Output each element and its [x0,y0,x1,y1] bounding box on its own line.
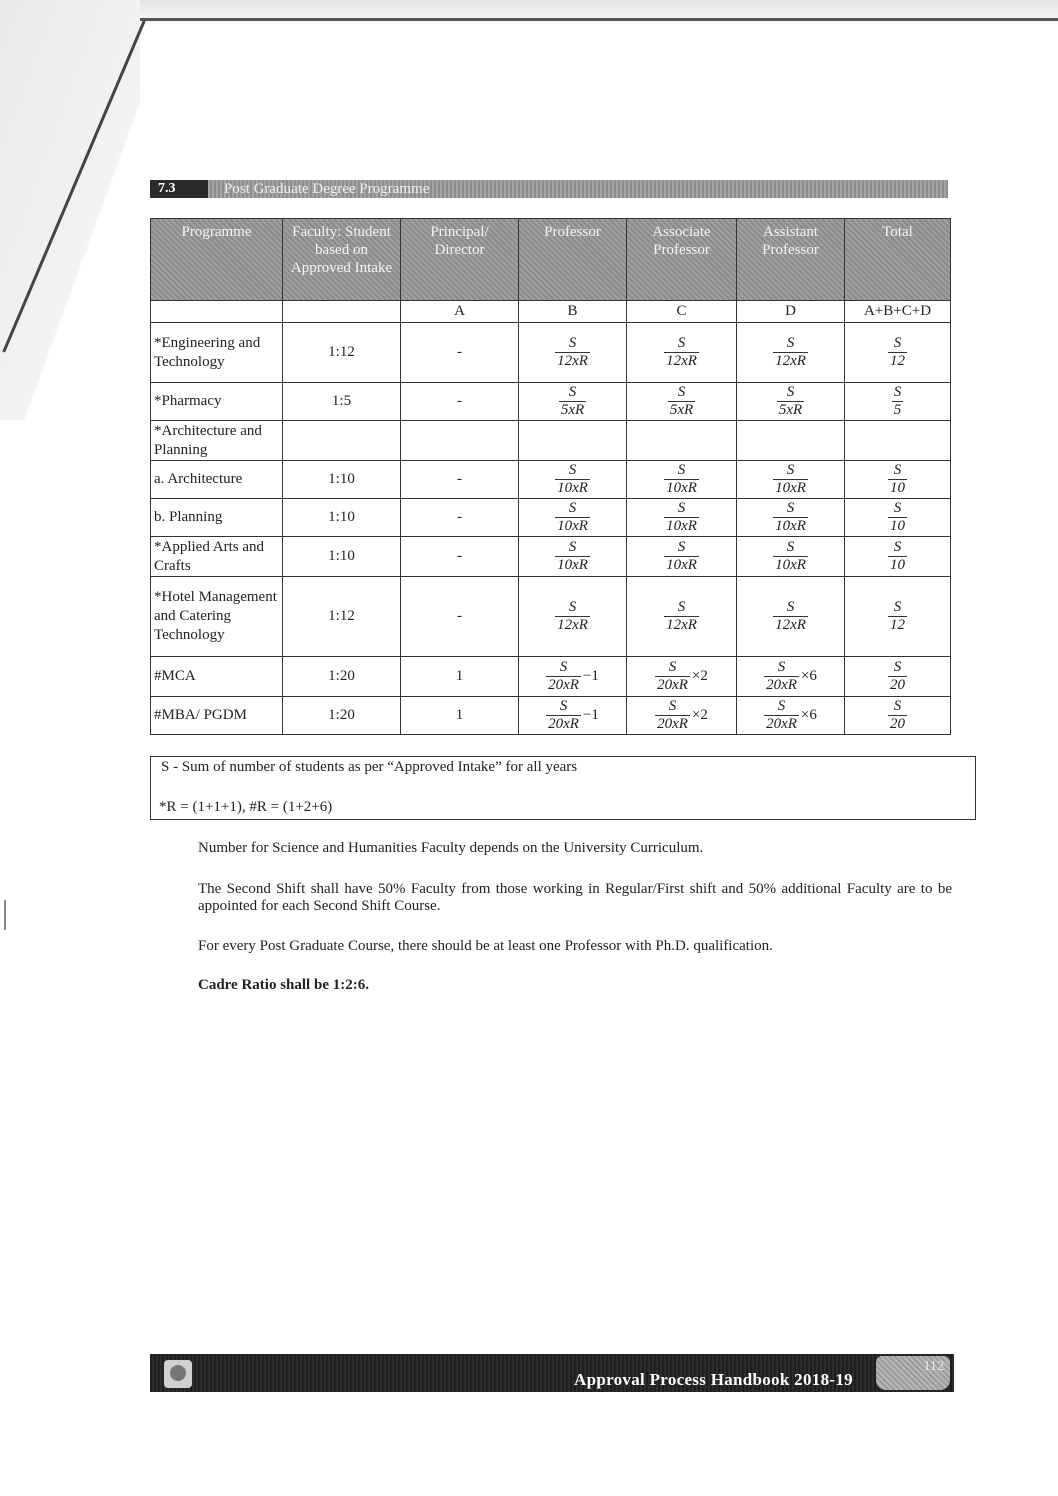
assoc-cell [627,499,737,537]
fraction [655,659,690,694]
programme-cell: *Pharmacy [151,383,283,421]
fraction-operator: −1 [582,668,599,684]
fraction-numerator: S [677,384,686,400]
fraction-denominator: 10xR [775,518,806,534]
fraction-denominator: 10xR [775,557,806,573]
fraction-denominator: 10 [890,557,905,573]
fraction-numerator: S [559,698,568,714]
header-row [151,219,951,301]
asst-cell [737,537,845,577]
fraction [888,462,907,497]
fraction-denominator: 10 [890,518,905,534]
header-associate: Associate Professor [627,219,737,301]
fraction-operator: ×2 [691,668,708,684]
fraction-denominator: 5xR [778,402,803,418]
asst-cell [737,657,845,697]
section-header [150,180,948,198]
fraction [773,500,808,535]
assoc-cell [627,657,737,697]
fraction-numerator: S [786,462,795,478]
prof-cell [519,323,627,383]
principal-cell: - [401,383,519,421]
fraction-denominator: 10xR [666,518,697,534]
fraction [773,539,808,574]
fraction-numerator: S [677,462,686,478]
fraction [555,500,590,535]
fraction-denominator: 5xR [560,402,585,418]
total-cell [845,577,951,657]
fraction-numerator: S [893,462,902,478]
fraction [555,539,590,574]
principal-cell: - [401,577,519,657]
fraction [664,539,699,574]
fraction-denominator: 12xR [557,617,588,633]
paragraph-phd: For every Post Graduate Course, there should be at least one Professor with Ph.D. qualification. [198,938,773,954]
asst-cell [737,383,845,421]
table-row [151,697,951,735]
sub-header-row [151,301,951,323]
sub-header-cell: C [627,301,737,323]
header-principal: Principal/ Director [401,219,519,301]
fraction-denominator: 12xR [775,353,806,369]
programme-cell: a. Architecture [151,461,283,499]
fraction [664,500,699,535]
table-row [151,461,951,499]
fraction-operator: ×2 [691,707,708,723]
fraction-numerator: S [786,539,795,555]
fraction [773,335,808,370]
ratio-cell: 1:20 [283,657,401,697]
fraction-numerator: S [893,599,902,615]
sub-header-cell: A [401,301,519,323]
ratio-cell: 1:12 [283,323,401,383]
fraction [888,539,907,574]
fraction-numerator: S [893,539,902,555]
fraction-denominator: 12xR [557,353,588,369]
principal-cell: - [401,323,519,383]
scan-mark [4,900,6,930]
fraction-denominator: 12xR [666,353,697,369]
fraction-denominator: 10xR [666,480,697,496]
assoc-cell [627,537,737,577]
sub-header-cell: B [519,301,627,323]
asst-cell [737,577,845,657]
fraction-denominator: 10xR [557,557,588,573]
fraction-numerator: S [559,659,568,675]
programme-cell: *Hotel Management and Catering Technology [151,577,283,657]
paragraph-second-shift: The Second Shift shall have 50% Faculty from those working in Regular/First shift and 50% additional Faculty are to be appointed for each Second Shift Course. [198,881,952,914]
principal-cell [401,421,519,461]
ratio-cell: 1:10 [283,537,401,577]
fraction-denominator: 10xR [557,518,588,534]
assoc-cell [627,421,737,461]
fraction-numerator: S [677,335,686,351]
fraction-denominator: 12xR [666,617,697,633]
fraction-numerator: S [568,539,577,555]
sub-header-cell [283,301,401,323]
fraction [888,659,907,694]
fraction [888,599,907,634]
footer-title: Approval Process Handbook 2018-19 [574,1370,853,1389]
programme-cell: *Architecture and Planning [151,421,283,461]
fraction [777,384,804,419]
fraction-operator: −1 [582,707,599,723]
fraction [888,500,907,535]
programme-cell: #MBA/ PGDM [151,697,283,735]
total-cell [845,383,951,421]
fraction-numerator: S [786,500,795,516]
fraction-numerator: S [668,698,677,714]
principal-cell: - [401,499,519,537]
fraction-denominator: 12 [890,617,905,633]
assoc-cell [627,461,737,499]
total-cell [845,657,951,697]
notes-box [150,756,976,820]
fraction [892,384,904,419]
table-row [151,323,951,383]
asst-cell [737,697,845,735]
fraction [888,335,907,370]
ratio-cell: 1:10 [283,499,401,537]
fraction-numerator: S [568,384,577,400]
fraction-denominator: 10 [890,480,905,496]
ratio-cell [283,421,401,461]
assoc-cell [627,323,737,383]
header-professor: Professor [519,219,627,301]
prof-cell [519,577,627,657]
fraction [559,384,586,419]
fraction-numerator: S [786,335,795,351]
sub-header-cell [151,301,283,323]
assoc-cell [627,383,737,421]
section-number: 7.3 [150,180,208,198]
fraction-denominator: 20 [890,716,905,732]
fraction [655,698,690,733]
aicte-logo-icon [164,1360,192,1388]
prof-cell [519,537,627,577]
fraction-denominator: 20xR [548,716,579,732]
total-cell [845,461,951,499]
fraction-operator: ×6 [800,668,817,684]
table-row [151,383,951,421]
header-total: Total [845,219,951,301]
fraction-denominator: 20xR [766,716,797,732]
programme-cell: *Applied Arts and Crafts [151,537,283,577]
ratio-cell: 1:10 [283,461,401,499]
ratio-cell: 1:5 [283,383,401,421]
ratio-cell: 1:12 [283,577,401,657]
prof-cell [519,499,627,537]
fraction [546,698,581,733]
page-edge-line [140,18,1058,21]
fraction [764,659,799,694]
ratio-cell: 1:20 [283,697,401,735]
fraction [664,335,699,370]
assoc-cell [627,577,737,657]
fraction [555,462,590,497]
fraction-numerator: S [893,384,902,400]
fraction [668,384,695,419]
fraction-denominator: 20 [890,677,905,693]
fraction-numerator: S [568,500,577,516]
table-row [151,657,951,697]
cadre-ratio: Cadre Ratio shall be 1:2:6. [198,977,369,993]
fraction [555,599,590,634]
fraction [888,698,907,733]
principal-cell: 1 [401,697,519,735]
total-cell [845,499,951,537]
page-number: 112 [876,1356,950,1390]
prof-cell [519,421,627,461]
asst-cell [737,323,845,383]
total-cell [845,697,951,735]
fraction-denominator: 12 [890,353,905,369]
fraction [764,698,799,733]
programme-cell: b. Planning [151,499,283,537]
fraction [546,659,581,694]
fraction [664,599,699,634]
note-definition-r: *R = (1+1+1), #R = (1+2+6) [159,799,333,815]
fraction-numerator: S [568,462,577,478]
prof-cell [519,697,627,735]
principal-cell: - [401,461,519,499]
scan-edge-left [0,0,140,420]
section-title: Post Graduate Degree Programme [224,181,430,197]
fraction-denominator: 20xR [657,716,688,732]
prof-cell [519,657,627,697]
asst-cell [737,499,845,537]
header-assistant: Assistant Professor [737,219,845,301]
fraction-numerator: S [786,599,795,615]
sub-header-cell: D [737,301,845,323]
header-faculty-student: Faculty: Student based on Approved Intake [283,219,401,301]
principal-cell: - [401,537,519,577]
fraction-numerator: S [568,599,577,615]
total-cell [845,537,951,577]
fraction-numerator: S [893,698,902,714]
asst-cell [737,461,845,499]
fraction-denominator: 20xR [548,677,579,693]
fraction-numerator: S [786,384,795,400]
fraction-numerator: S [677,500,686,516]
fraction-operator: ×6 [800,707,817,723]
fraction-numerator: S [568,335,577,351]
fraction-numerator: S [668,659,677,675]
fraction-denominator: 10xR [557,480,588,496]
fraction-denominator: 20xR [657,677,688,693]
programme-cell: *Engineering and Technology [151,323,283,383]
fraction-denominator: 10xR [666,557,697,573]
fraction [664,462,699,497]
fraction-numerator: S [893,659,902,675]
fraction [555,335,590,370]
paragraph-science: Number for Science and Humanities Faculty depends on the University Curriculum. [198,840,704,856]
fraction-numerator: S [893,500,902,516]
table-row [151,421,951,461]
prof-cell [519,461,627,499]
fraction-denominator: 12xR [775,617,806,633]
fraction-numerator: S [777,659,786,675]
table-row [151,577,951,657]
table-row [151,537,951,577]
fraction [773,462,808,497]
total-cell [845,421,951,461]
page-footer [150,1354,954,1392]
fraction-numerator: S [777,698,786,714]
fraction-numerator: S [893,335,902,351]
fraction-denominator: 20xR [766,677,797,693]
asst-cell [737,421,845,461]
fraction-numerator: S [677,599,686,615]
sub-header-cell: A+B+C+D [845,301,951,323]
fraction-denominator: 5 [893,402,902,418]
fraction-denominator: 5xR [669,402,694,418]
total-cell [845,323,951,383]
table-row [151,499,951,537]
prof-cell [519,383,627,421]
principal-cell: 1 [401,657,519,697]
assoc-cell [627,697,737,735]
fraction-numerator: S [677,539,686,555]
note-definition-s: S - Sum of number of students as per “Approved Intake” for all years [161,759,578,775]
header-programme: Programme [151,219,283,301]
fraction-denominator: 10xR [775,480,806,496]
fraction [773,599,808,634]
faculty-ratio-table [150,218,951,735]
programme-cell: #MCA [151,657,283,697]
